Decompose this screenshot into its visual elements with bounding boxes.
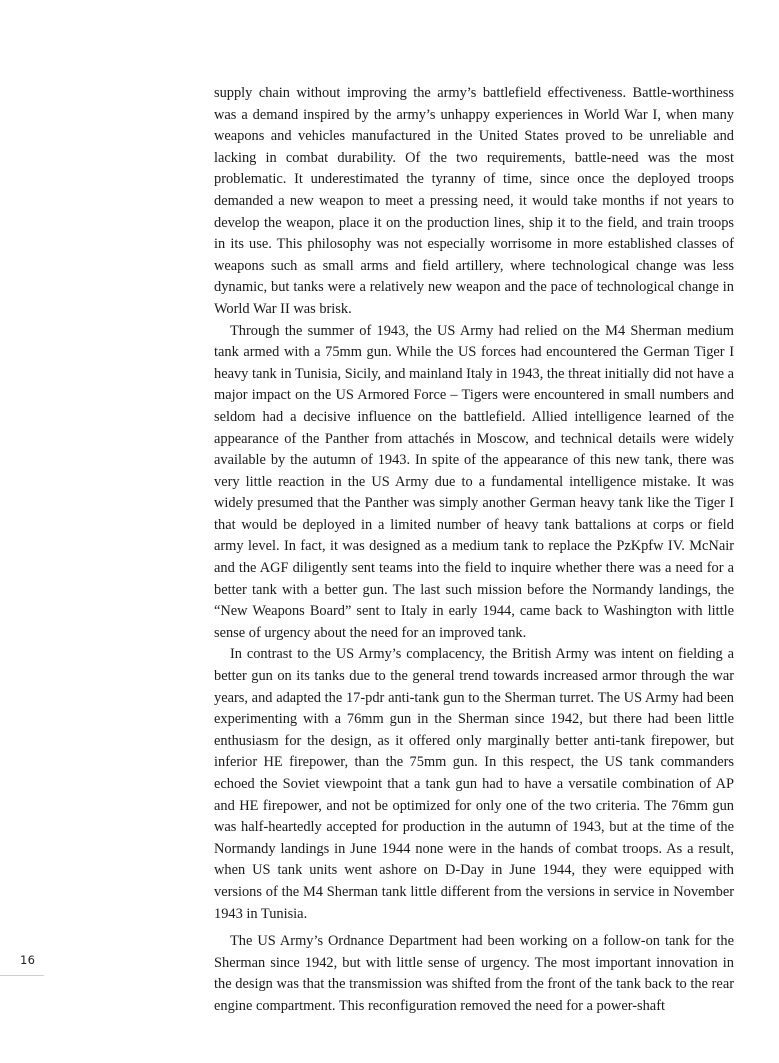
page-number-rule: [0, 975, 44, 976]
paragraph-ordnance-department: The US Army’s Ordnance Department had been working on a follow-on tank for the Sherman since 1942, but with little sense of urgency. The most important innovation in the design was that the transmission was shifted from the front of the tank back to the rear engine compartment. This reconfiguration removed the need for a power-shaft: [214, 933, 734, 1014]
paragraph-continued: supply chain without improving the army’s battlefield effectiveness. Battle-worthiness was a demand inspired by the army’s unhappy experiences in World War I, when many weapons and vehicles manufactured in the United States proved to be unreliable and lacking in combat durability. Of the two requirements, battle-need was the most problematic. It underestimated the tyranny of time, since once the deployed troops demanded a new weapon to meet a pressing need, it would take months if not years to develop the weapon, place it on the production lines, ship it to the field, and train troops in its use. This philosophy was not especially worrisome in more established classes of weapons such as small arms and field artillery, where technological change was less dynamic, but tanks were a relatively new weapon and the pace of technological change in World War II was brisk.: [214, 85, 734, 317]
page-number: 16: [20, 953, 36, 967]
body-text-column: [214, 83, 734, 1018]
paragraph-british-17pdr: In contrast to the US Army’s complacency, the British Army was intent on fielding a better gun on its tanks due to the general trend towards increased armor through the war years, and adapted the 17-pdr anti-tank gun to the Sherman turret. The US Army had been experimenting with a 76mm gun in the Sherman since 1942, but there had been little enthusiasm for the design, as it offered only marginally better anti-tank firepower, but inferior HE firepower, than the 75mm gun. In this respect, the US tank commanders echoed the Soviet viewpoint that a tank gun had to have a versatile combination of AP and HE firepower, and not be optimized for only one of the two criteria. The 76mm gun was half-heartedly accepted for production in the autumn of 1943, but at the time of the Normandy landings in June 1944 none were in the hands of combat troops. As a result, when US tank units went ashore on D-Day in June 1944, they were equipped with versions of the M4 Sherman tank little different from the versions in service in November 1943 in Tunisia.: [214, 646, 734, 922]
paragraph-sherman-panther: Through the summer of 1943, the US Army had relied on the M4 Sherman medium tank armed with a 75mm gun. While the US forces had encountered the German Tiger I heavy tank in Tunisia, Sicily, and mainland Italy in 1943, the threat initially did not have a major impact on the US Armored Force – Tigers were encountered in small numbers and seldom had a decisive influence on the battlefield. Allied intelligence learned of the appearance of the Panther from attachés in Moscow, and technical details were widely available by the autumn of 1943. In spite of the appearance of this new tank, there was very little reaction in the US Army due to a fundamental intelligence mistake. It was widely presumed that the Panther was simply another German heavy tank like the Tiger I that would be deployed in a limited number of heavy tank battalions at corps or field army level. In fact, it was designed as a medium tank to replace the PzKpfw IV. McNair and the AGF diligently sent teams into the field to inquire whether there was a need for a better tank with a better gun. The last such mission before the Normandy landings, the “New Weapons Board” sent to Italy in early 1944, came back to Washington with little sense of urgency about the need for an improved tank.: [214, 322, 734, 641]
